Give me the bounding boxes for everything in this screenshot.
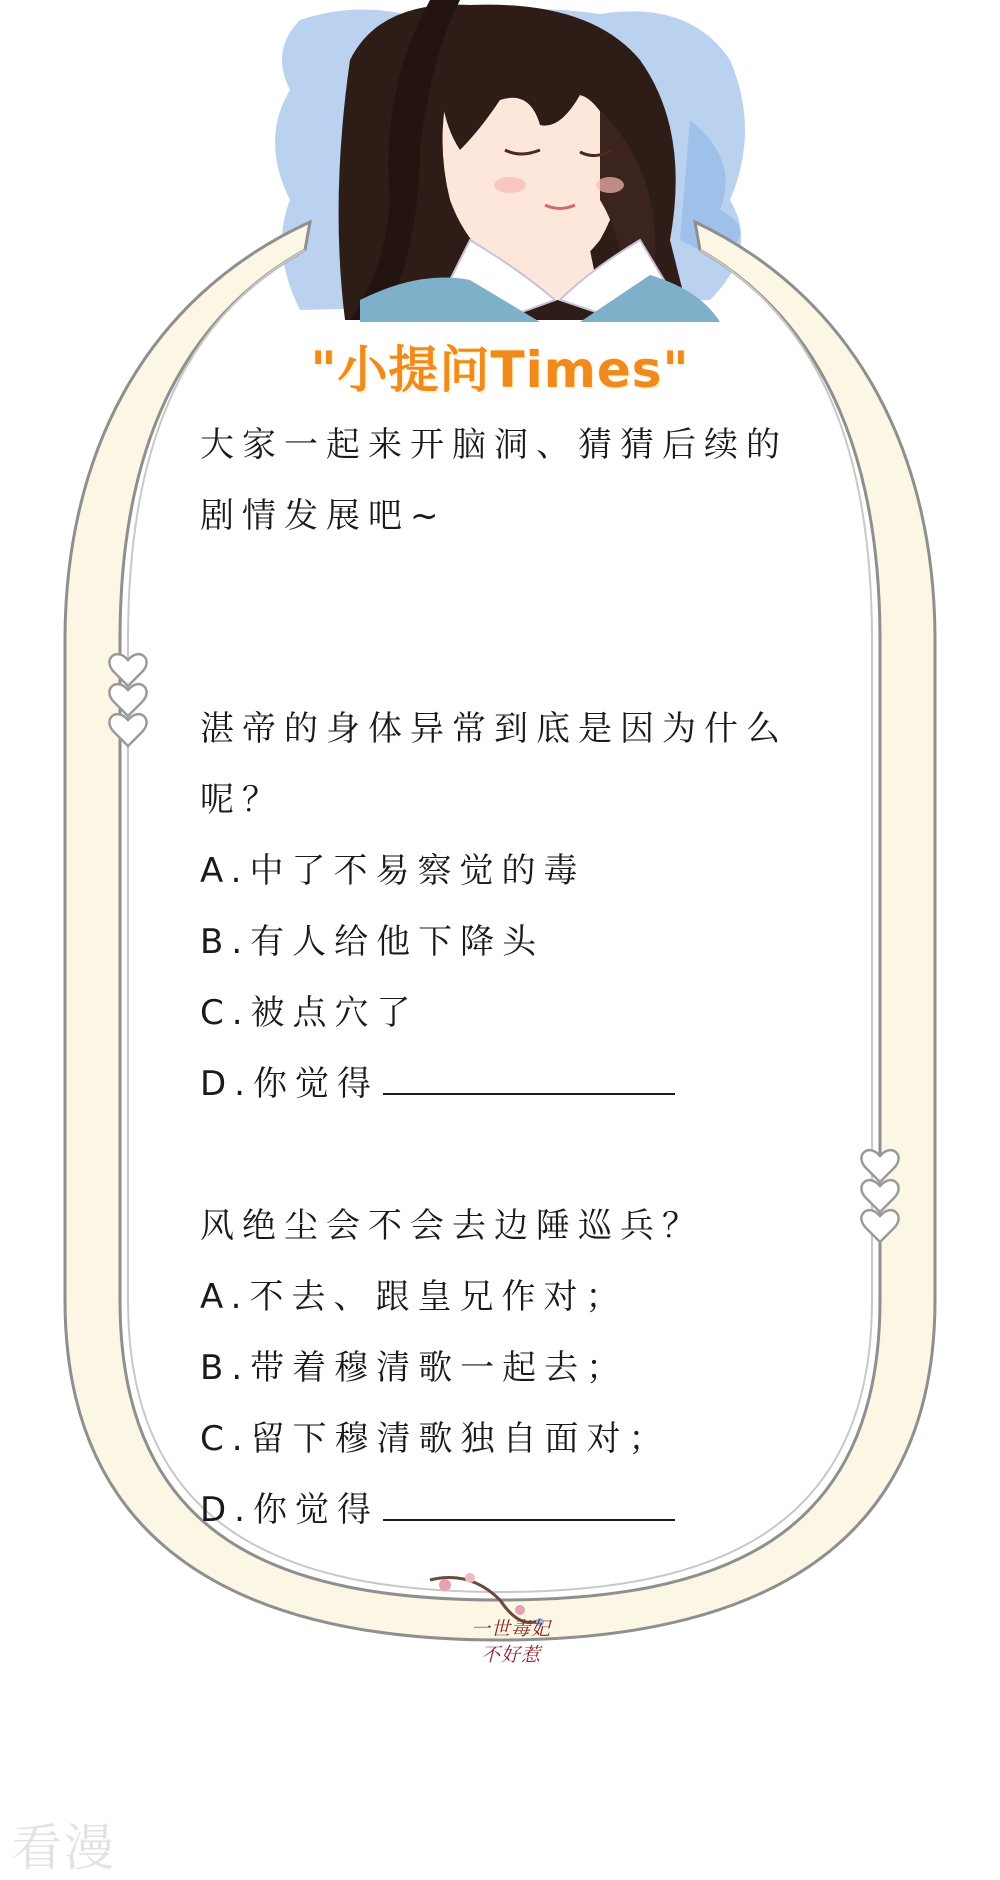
question-2-option-b: B.带着穆清歌一起去；	[200, 1348, 629, 1388]
intro-line-2: 剧情发展吧~	[200, 496, 447, 536]
question-1-option-d-label: D.你觉得	[200, 1064, 379, 1104]
intro-line-1: 大家一起来开脑洞、猜猜后续的	[200, 425, 788, 465]
question-2-option-a: A.不去、跟皇兄作对；	[200, 1277, 628, 1317]
question-1-line-2: 呢？	[200, 780, 284, 820]
question-2-answer-blank	[383, 1479, 675, 1521]
page-title: "小提问Times"	[310, 341, 690, 399]
question-1-answer-blank	[383, 1053, 675, 1095]
quiz-content	[200, 410, 840, 1546]
question-2-option-c: C.留下穆清歌独自面对；	[200, 1419, 671, 1459]
question-2-option-d	[200, 1475, 840, 1546]
question-1-option-a: A.中了不易察觉的毒	[200, 851, 586, 891]
logo-line-1: 一世毒妃	[470, 1618, 551, 1640]
question-1-option-d	[200, 1049, 840, 1120]
question-1-line-1: 湛帝的身体异常到底是因为什么	[200, 709, 788, 749]
series-logo-text	[466, 1616, 556, 1668]
question-2-line-1: 风绝尘会不会去边陲巡兵？	[200, 1206, 704, 1246]
watermark: 看漫	[12, 1819, 116, 1877]
logo-line-2: 不好惹	[480, 1644, 541, 1666]
question-1-option-c: C.被点穴了	[200, 993, 419, 1033]
question-1-option-b: B.有人给他下降头	[200, 922, 545, 962]
question-2-option-d-label: D.你觉得	[200, 1490, 379, 1530]
series-logo	[460, 1596, 560, 1674]
